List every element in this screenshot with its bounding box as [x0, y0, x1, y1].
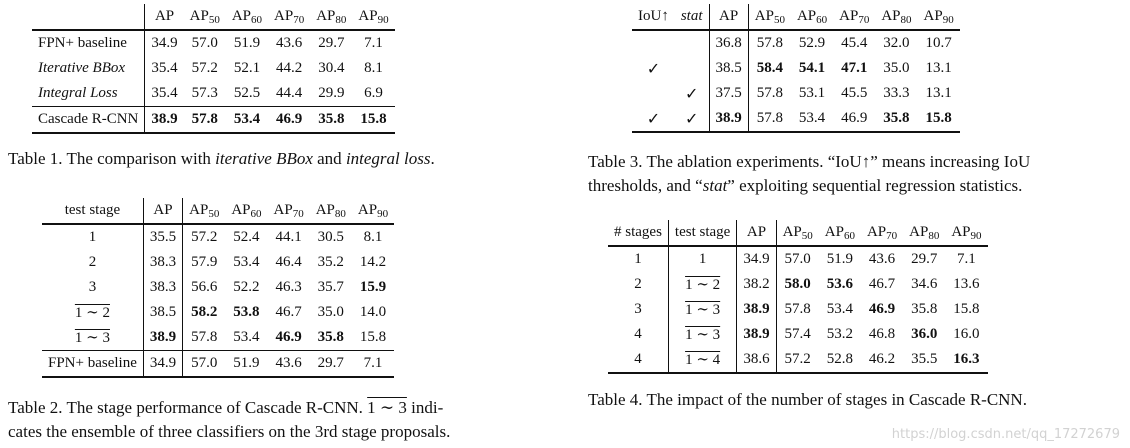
header-ap: AP — [754, 7, 774, 24]
table-row — [42, 275, 394, 300]
metric-cell: 57.8 — [191, 111, 218, 127]
metric-cell: 51.9 — [233, 355, 260, 371]
header-iou-subscript: 80 — [334, 207, 346, 220]
stat-check — [675, 56, 709, 81]
metric-cell: 38.3 — [143, 250, 182, 275]
metric-cell: 52.5 — [233, 85, 261, 101]
test-stage-cell — [668, 297, 736, 322]
header-ap: AP — [189, 7, 209, 24]
metric-cell: 44.4 — [276, 85, 303, 101]
caption-text: indi- — [406, 398, 444, 417]
header-iou-subscript: 90 — [970, 229, 982, 242]
metric-cell: 35.4 — [151, 60, 178, 76]
metric-cell: 57.2 — [784, 351, 811, 367]
table-3-grid — [632, 4, 960, 133]
caption-italic: integral loss — [345, 149, 431, 168]
test-stage-cell — [668, 272, 736, 297]
metric-cell: 51.9 — [233, 35, 261, 51]
metric-cell: 53.2 — [826, 326, 853, 342]
test-stage-label: 1 — [88, 229, 97, 245]
metric-cell: 35.2 — [317, 254, 344, 270]
header-ap: AP — [231, 7, 252, 24]
table-2-grid — [42, 198, 394, 378]
metric-cell: 13.6 — [953, 276, 980, 292]
metric-cell: 53.4 — [798, 110, 826, 126]
metric-cell: 16.0 — [953, 326, 980, 342]
column-header: AP — [143, 198, 182, 224]
metric-cell: 57.4 — [784, 326, 811, 342]
metric-cell: 37.5 — [709, 81, 748, 106]
iou-check — [632, 30, 675, 56]
table-row — [32, 81, 395, 107]
table-4-caption: Table 4. The impact of the number of stages in Cascade R-CNN. — [588, 390, 1027, 409]
num-stages-cell: 3 — [608, 297, 668, 322]
caption-line-1: Table 3. The ablation experiments. “IoU↑” means increasing IoU — [588, 152, 1031, 171]
metric-cell: 15.8 — [359, 329, 387, 345]
metric-cell: 57.8 — [784, 301, 811, 317]
header-iou-subscript: 60 — [843, 229, 855, 242]
caption-text: Table 1. The comparison with — [8, 149, 216, 168]
table-row — [632, 56, 960, 81]
metric-cell: 52.8 — [826, 351, 853, 367]
header-ap: AP — [866, 223, 887, 240]
header-ap: AP — [358, 7, 378, 24]
header-ap: AP — [189, 201, 209, 218]
metric-cell: 45.5 — [841, 85, 868, 101]
table-1 — [32, 4, 395, 134]
header-iou-subscript: 50 — [208, 207, 220, 220]
metric-cell: 38.9 — [143, 325, 182, 351]
test-stage-cell — [42, 275, 143, 300]
metric-cell: 29.9 — [318, 85, 345, 101]
header-iou-subscript: 50 — [208, 13, 220, 26]
table-row — [42, 300, 394, 325]
num-stages-cell: 4 — [608, 322, 668, 347]
column-header — [352, 198, 394, 224]
header-ap: AP — [881, 7, 901, 24]
metric-cell: 53.4 — [233, 329, 260, 345]
header-ap: AP — [824, 223, 844, 240]
metric-cell: 47.1 — [841, 60, 868, 76]
iou-check: ✓ — [646, 59, 661, 78]
table-row — [608, 322, 988, 347]
test-stage-cell — [42, 224, 143, 250]
header-iou-subscript: 90 — [942, 13, 954, 26]
metric-cell: 52.4 — [233, 229, 260, 245]
test-stage-label: 1 ∼ 3 — [74, 330, 110, 346]
metric-cell: 43.6 — [868, 251, 896, 267]
column-header — [861, 220, 903, 246]
column-header — [225, 198, 267, 224]
metric-cell: 36.8 — [709, 30, 748, 56]
header-ap: AP — [796, 7, 817, 24]
caption-line-2: cates the ensemble of three classifiers on the 3rd stage proposals. — [8, 422, 451, 441]
method-label: FPN+ baseline — [32, 30, 145, 56]
header-ap: AP — [839, 7, 859, 24]
header-iou-subscript: 90 — [377, 13, 389, 26]
column-header: test stage — [42, 198, 143, 224]
test-stage-cell — [668, 246, 736, 272]
metric-cell: 38.9 — [709, 106, 748, 132]
metric-cell: 46.7 — [868, 276, 896, 292]
table-row — [32, 30, 395, 56]
header-iou-subscript: 70 — [292, 207, 304, 220]
num-stages-cell: 4 — [608, 347, 668, 373]
metric-cell: 6.9 — [364, 85, 383, 101]
metric-cell: 35.8 — [911, 301, 938, 317]
column-header — [184, 4, 226, 30]
header-iou-subscript: 50 — [773, 13, 785, 26]
test-stage-label: 1 — [698, 251, 707, 267]
header-iou-subscript: 60 — [250, 207, 262, 220]
header-ap: AP — [274, 7, 294, 24]
metric-cell: 53.8 — [233, 304, 260, 320]
metric-cell: 34.6 — [911, 276, 938, 292]
metric-cell: 52.2 — [233, 279, 260, 295]
metric-cell: 35.0 — [883, 60, 910, 76]
table-4 — [608, 220, 988, 374]
table-row — [42, 325, 394, 351]
caption-text: Table 2. The stage performance of Cascade R-CNN. — [8, 398, 368, 417]
test-stage-cell — [42, 300, 143, 325]
watermark: https://blog.csdn.net/qq_17272679 — [891, 427, 1120, 442]
metric-cell: 53.1 — [798, 85, 826, 101]
metric-cell: 46.9 — [276, 111, 303, 127]
metric-cell: 33.3 — [883, 85, 910, 101]
metric-cell: 44.2 — [276, 60, 303, 76]
method-label: Integral Loss — [32, 81, 145, 107]
header-iou-subscript: 80 — [900, 13, 912, 26]
metric-cell: 38.5 — [709, 56, 748, 81]
metric-cell: 8.1 — [364, 60, 383, 76]
table-3-caption — [588, 150, 1030, 198]
column-header — [903, 220, 945, 246]
method-label: Iterative BBox — [32, 56, 145, 81]
header-ap: AP — [782, 223, 802, 240]
metric-cell: 35.5 — [911, 351, 938, 367]
metric-cell: 52.1 — [233, 60, 261, 76]
table-row — [42, 224, 394, 250]
metric-cell: 46.3 — [275, 279, 302, 295]
metric-cell: 57.0 — [784, 251, 811, 267]
test-stage-cell — [42, 351, 143, 378]
header-ap: AP — [357, 201, 378, 218]
test-stage-label: 1 ∼ 3 — [685, 302, 721, 318]
caption-text: . — [430, 149, 435, 168]
column-header: AP — [737, 220, 776, 246]
metric-cell: 29.7 — [318, 35, 345, 51]
iou-check: ✓ — [646, 109, 661, 128]
header-ap: AP — [909, 223, 929, 240]
metric-cell: 7.1 — [957, 251, 976, 267]
header-ap: AP — [273, 201, 293, 218]
table-2 — [42, 198, 394, 378]
table-row — [608, 246, 988, 272]
column-header — [918, 4, 960, 30]
metric-cell: 57.0 — [191, 355, 218, 371]
metric-cell: 58.4 — [756, 60, 783, 76]
metric-cell: 38.5 — [143, 300, 182, 325]
column-header — [833, 4, 875, 30]
metric-cell: 57.8 — [756, 110, 783, 126]
metric-cell: 13.1 — [925, 60, 952, 76]
header-iou-subscript: 90 — [377, 207, 389, 220]
metric-cell: 35.5 — [143, 224, 182, 250]
metric-cell: 16.3 — [953, 351, 980, 367]
metric-cell: 38.9 — [737, 297, 776, 322]
column-header — [945, 220, 987, 246]
metric-cell: 10.7 — [925, 35, 952, 51]
column-header — [819, 220, 861, 246]
stat-check: ✓ — [675, 81, 709, 106]
table-1-grid — [32, 4, 395, 134]
metric-cell: 35.4 — [151, 85, 178, 101]
table-row — [32, 56, 395, 81]
column-header — [32, 4, 145, 30]
test-stage-label: 1 ∼ 3 — [685, 327, 721, 343]
column-header — [310, 198, 352, 224]
metric-cell: 30.4 — [318, 60, 345, 76]
metric-cell: 57.0 — [191, 35, 218, 51]
metric-cell: 46.9 — [841, 110, 868, 126]
metric-cell: 57.8 — [756, 85, 783, 101]
metric-cell: 15.8 — [360, 111, 387, 127]
metric-cell: 57.3 — [191, 85, 218, 101]
metric-cell: 29.7 — [911, 251, 938, 267]
metric-cell: 46.8 — [868, 326, 896, 342]
column-header: # stages — [608, 220, 668, 246]
column-header — [352, 4, 394, 30]
metric-cell: 15.8 — [953, 301, 980, 317]
metric-cell: 46.4 — [275, 254, 302, 270]
metric-cell: 35.7 — [317, 279, 344, 295]
header-iou-subscript: 60 — [251, 13, 263, 26]
metric-cell: 58.0 — [784, 276, 811, 292]
metric-cell: 46.9 — [868, 301, 896, 317]
column-header — [748, 4, 791, 30]
table-1-caption — [8, 147, 435, 171]
test-stage-label: 1 ∼ 2 — [685, 277, 721, 293]
table-row — [42, 351, 394, 378]
metric-cell: 53.4 — [826, 301, 853, 317]
metric-cell: 35.8 — [883, 110, 910, 126]
metric-cell: 14.0 — [359, 304, 387, 320]
metric-cell: 29.7 — [317, 355, 344, 371]
caption-italic: stat — [702, 176, 728, 195]
table-row — [632, 106, 960, 132]
header-ap: AP — [951, 223, 971, 240]
test-stage-label: FPN+ baseline — [48, 355, 137, 371]
metric-cell: 45.4 — [841, 35, 868, 51]
test-stage-cell — [668, 347, 736, 373]
column-header — [226, 4, 268, 30]
metric-cell: 35.8 — [318, 111, 345, 127]
metric-cell: 38.6 — [737, 347, 776, 373]
metric-cell: 57.2 — [191, 60, 218, 76]
metric-cell: 30.5 — [317, 229, 344, 245]
column-header: AP — [709, 4, 748, 30]
metric-cell: 57.8 — [756, 35, 783, 51]
table-3 — [632, 4, 960, 133]
metric-cell: 58.2 — [191, 304, 218, 320]
column-header — [268, 4, 310, 30]
metric-cell: 35.8 — [317, 329, 344, 345]
metric-cell: 35.0 — [317, 304, 344, 320]
table-2-caption — [8, 396, 450, 444]
iou-check — [632, 81, 675, 106]
metric-cell: 57.8 — [191, 329, 218, 345]
metric-cell: 57.2 — [191, 229, 218, 245]
header-iou-subscript: 80 — [335, 13, 347, 26]
metric-cell: 52.9 — [798, 35, 826, 51]
test-stage-cell — [668, 322, 736, 347]
header-iou-subscript: 80 — [928, 229, 940, 242]
metric-cell: 7.1 — [364, 35, 383, 51]
metric-cell: 53.4 — [233, 111, 261, 127]
test-stage-cell — [42, 250, 143, 275]
caption-text: ” exploiting sequential regression statistics. — [727, 176, 1023, 195]
column-header: AP — [154, 8, 175, 24]
metric-cell: 44.1 — [275, 229, 302, 245]
metric-cell: 34.9 — [151, 35, 178, 51]
metric-cell: 32.0 — [883, 35, 910, 51]
column-header — [183, 198, 226, 224]
table-row — [608, 272, 988, 297]
column-header — [791, 4, 833, 30]
test-stage-label: 1 ∼ 4 — [685, 352, 721, 368]
header-iou-subscript: 70 — [858, 13, 870, 26]
table-row — [632, 30, 960, 56]
stat-check — [675, 30, 709, 56]
metric-cell: 14.2 — [359, 254, 387, 270]
column-header — [875, 4, 917, 30]
metric-cell: 46.2 — [868, 351, 896, 367]
header-ap: AP — [231, 201, 251, 218]
metric-cell: 34.9 — [737, 246, 776, 272]
metric-cell: 43.6 — [276, 35, 303, 51]
caption-italic: iterative BBox — [215, 149, 313, 168]
num-stages-cell: 2 — [608, 272, 668, 297]
num-stages-cell: 1 — [608, 246, 668, 272]
table-4-grid — [608, 220, 988, 374]
test-stage-label: 1 ∼ 2 — [74, 305, 110, 321]
table-row — [608, 297, 988, 322]
method-label: Cascade R-CNN — [32, 107, 145, 134]
column-header — [776, 220, 819, 246]
header-iou-subscript: 50 — [801, 229, 813, 242]
metric-cell: 13.1 — [925, 85, 952, 101]
metric-cell: 34.9 — [143, 351, 182, 378]
metric-cell: 56.6 — [191, 279, 218, 295]
metric-cell: 51.9 — [826, 251, 853, 267]
metric-cell: 38.2 — [737, 272, 776, 297]
metric-cell: 15.8 — [925, 110, 952, 126]
header-ap: AP — [315, 201, 335, 218]
metric-cell: 43.6 — [275, 355, 302, 371]
header-iou-subscript: 60 — [816, 13, 828, 26]
column-header: test stage — [668, 220, 736, 246]
metric-cell: 53.4 — [233, 254, 260, 270]
column-header — [310, 4, 352, 30]
table-row — [632, 81, 960, 106]
table-row — [42, 250, 394, 275]
column-header — [268, 198, 310, 224]
stat-check: ✓ — [675, 106, 709, 132]
metric-cell: 53.6 — [826, 276, 853, 292]
column-header: stat — [675, 4, 709, 30]
metric-cell: 38.3 — [143, 275, 182, 300]
test-stage-label: 3 — [88, 279, 97, 295]
metric-cell: 36.0 — [911, 326, 938, 342]
metric-cell: 46.7 — [275, 304, 302, 320]
metric-cell: 8.1 — [363, 229, 383, 245]
caption-text: and — [312, 149, 346, 168]
header-iou-subscript: 70 — [293, 13, 305, 26]
metric-cell: 38.9 — [737, 322, 776, 347]
table-row — [32, 107, 395, 134]
metric-cell: 46.9 — [275, 329, 302, 345]
metric-cell: 38.9 — [151, 111, 178, 127]
header-ap: AP — [316, 7, 336, 24]
header-iou-subscript: 70 — [886, 229, 898, 242]
test-stage-cell — [42, 325, 143, 351]
test-stage-label: 2 — [88, 254, 97, 270]
metric-cell: 15.9 — [359, 279, 387, 295]
metric-cell: 54.1 — [798, 60, 826, 76]
metric-cell: 7.1 — [363, 355, 383, 371]
header-ap: AP — [923, 7, 943, 24]
caption-overline: 1 ∼ 3 — [367, 398, 407, 417]
metric-cell: 57.9 — [191, 254, 218, 270]
column-header: IoU↑ — [638, 8, 669, 24]
caption-text: thresholds, and “ — [588, 176, 703, 195]
table-row — [608, 347, 988, 373]
